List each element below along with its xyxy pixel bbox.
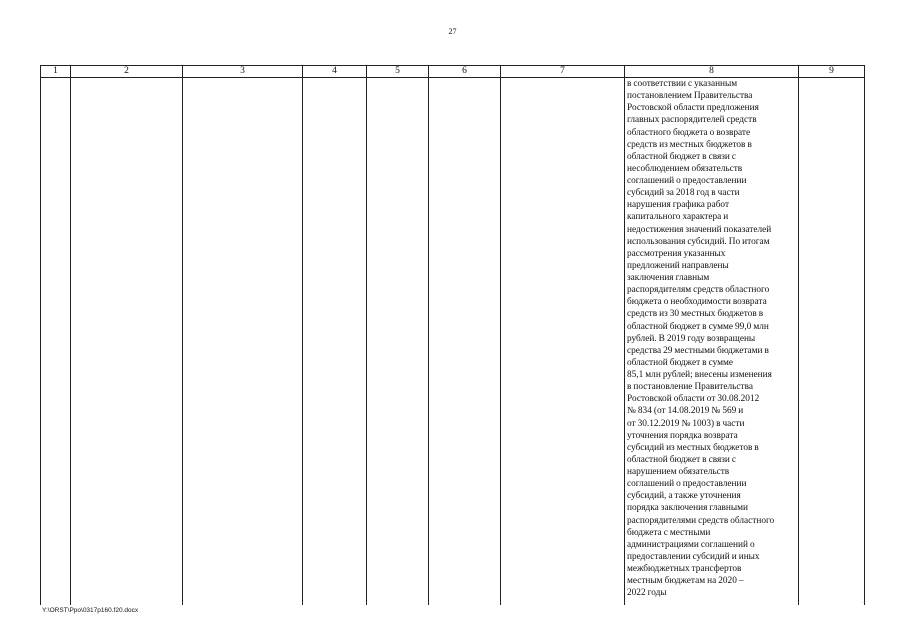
report-table (40, 65, 865, 605)
cell-col-8-text: в соответствии с указанным постановлением Правительства Ростовской области предложения главных распорядителей средств областного бюджета о возврате средств из местных бюджетов в областной бюджет в связи с несоблюдением обязательств соглашений о предоставлении субсидий за 2018 год в части нарушения графика работ капитального характера и недостижения значений показателей использования субсидий. По итогам рассмотрения указанных предложений направлены заключения главным распорядителям средств областного бюджета о необходимости возврата средств из 30 местных бюджетов в областной бюджет в сумме 99,0 млн рублей. В 2019 году возвращены средства 29 местными бюджетами в областной бюджет в сумме 85,1 млн рублей; внесены изменения в постановление Правительства Ростовской области от 30.08.2012 № 834 (от 14.08.2019 № 569 и от 30.12.2019 № 1003) в части уточнения порядка возврата субсидий из местных бюджетов в областной бюджет в связи с нарушением обязательств соглашений о предоставлении субсидий, а также уточнения порядка заключения главными распорядителями средств областного бюджета с местными администрациями соглашений о предоставлении субсидий и иных межбюджетных трансфертов местным бюджетам на 2020 – 2022 годы (625, 78, 799, 606)
footer-file-path: Y:\ORST\Ppo\0317p160.f20.docx (42, 607, 139, 614)
column-header-5: 5 (367, 66, 429, 78)
column-header-4: 4 (303, 66, 367, 78)
cell-col-9 (799, 78, 865, 606)
corner-mark: . (862, 599, 864, 605)
cell-col-7 (501, 78, 625, 606)
table-header-row (41, 66, 865, 78)
cell-col-2 (71, 78, 183, 606)
column-header-2: 2 (71, 66, 183, 78)
column-header-1: 1 (41, 66, 71, 78)
page-number: 27 (448, 27, 457, 36)
cell-col-1 (41, 78, 71, 606)
column-header-6: 6 (429, 66, 501, 78)
cell-col-4 (303, 78, 367, 606)
column-header-7: 7 (501, 66, 625, 78)
cell-col-6 (429, 78, 501, 606)
column-header-8: 8 (625, 66, 799, 78)
cell-col-3 (183, 78, 303, 606)
cell-col-5 (367, 78, 429, 606)
table-row (41, 78, 865, 606)
column-header-3: 3 (183, 66, 303, 78)
column-header-9: 9 (799, 66, 865, 78)
